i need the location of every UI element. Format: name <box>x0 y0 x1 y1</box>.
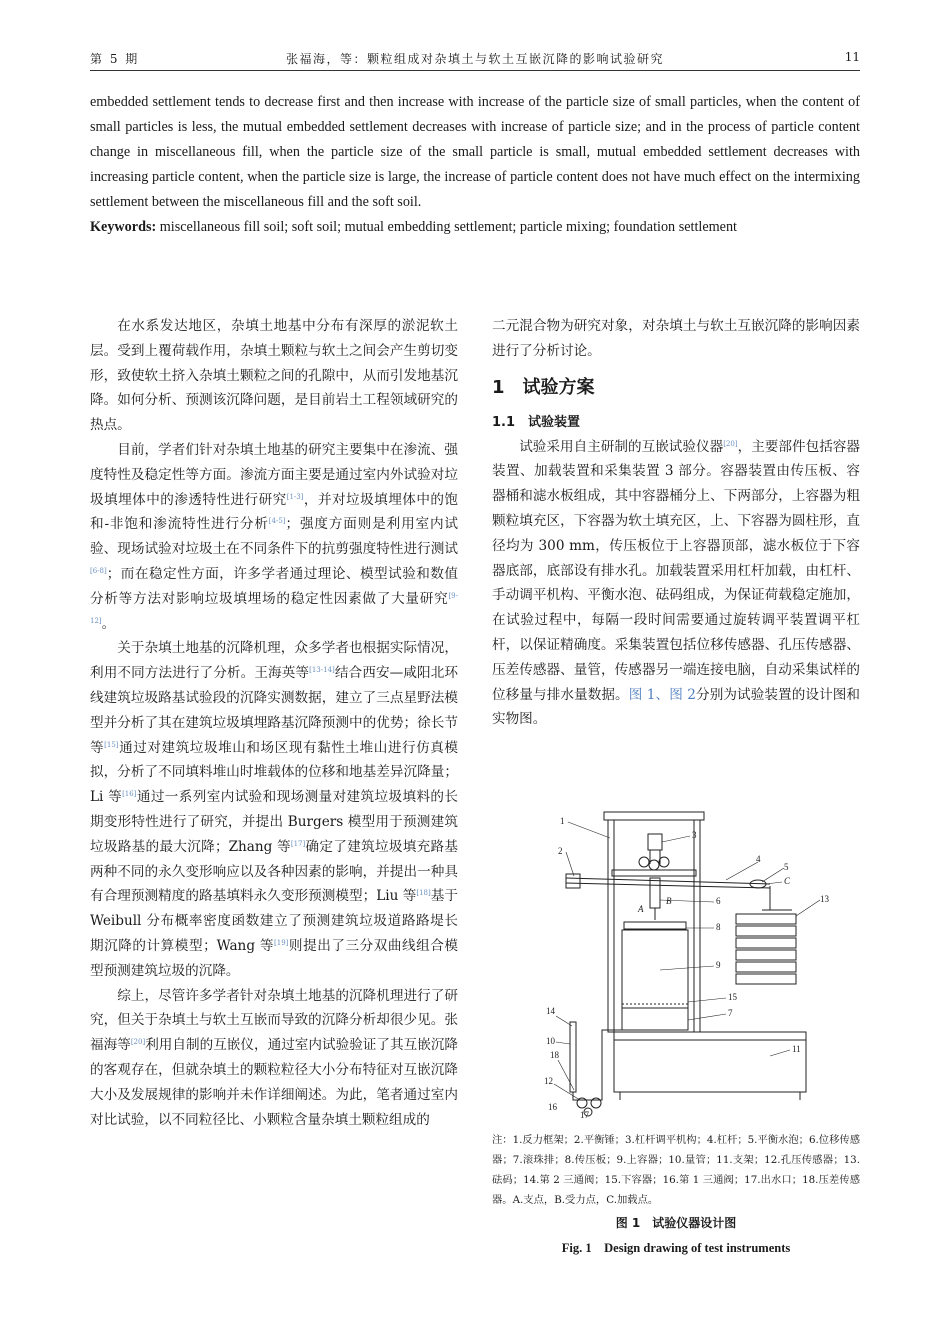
figure-caption-english: Fig. 1 Design drawing of test instruments <box>561 1241 791 1255</box>
callout-b: B <box>666 896 672 906</box>
callout-13: 13 <box>820 894 829 904</box>
callout-8: 8 <box>716 922 721 932</box>
callout-3: 3 <box>692 830 697 840</box>
callout-10: 10 <box>546 1036 555 1046</box>
callout-6: 6 <box>716 896 721 906</box>
abstract-text: embedded settlement tends to decrease first and then increase with increase of the particle size of small particles, when the content of small particles is less, the mutual embedded settlement decreases with increase of particle size; and in the process of particle content change in miscellaneous fill, when the particle size of the small particle is small, mutual embedded settlement decreases with increasing particle content, when the particle size is large, the increase of particle content does not have much effect on the intermixing settlement between the miscellaneous fill and the soft soil. <box>90 94 860 210</box>
measuring-tube <box>570 1022 576 1092</box>
callout-12: 12 <box>544 1076 553 1086</box>
callout-1: 1 <box>560 816 565 826</box>
leader-lines <box>554 822 820 1100</box>
callout-4: 4 <box>756 854 761 864</box>
keywords-line <box>90 215 860 240</box>
paragraph-apparatus: 试验采用自主研制的互嵌试验仪器[20]，主要部件包括容器装置、加载装置和采集装置 3 部分。容器装置由传压板、容器桶和滤水板组成，其中容器桶分上、下两部分，上容器为粗颗粒填充区，下容器为软土填充区，上、下容器为圆柱形，直径均为 300 mm，传压板位于上容器顶部，滤水板位于下容器底部，底部设有排水孔。加载装置采用杠杆加载，由杠杆、手动调平机构、平衡水泡、砝码组成，为保证荷载稳定施加，在试验过程中，每隔一段时间需要通过旋转调平装置调平杠杆，以保证精确度。采集装置包括位移传感器、孔压传感器、压差传感器、量管，传感器另一端连接电脑，自动采集试样的位移量与排水量数据。图 1、图 2分别为试验装置的设计图和实物图。 <box>492 438 861 728</box>
citation-link[interactable]: [13-14] <box>309 666 335 675</box>
section-heading: 1 试验方案 <box>492 376 595 398</box>
citation-link[interactable]: [6-8] <box>90 566 107 575</box>
citation-link[interactable]: [16] <box>122 790 137 799</box>
figure-legend: 注：1.反力框架；2.平衡锤；3.杠杆调平机构；4.杠杆；5.平衡水泡；6.位移传感器；7.滚珠排；8.传压板；9.上容器；10.量管；11.支架；12.孔压传感器；13.砝码；14.第 2 三通阀；15.下容器；16.第 1 三通阀；17.出水口；18.压差传感器。A.支点，B.受力点，C.加载点。 <box>492 1134 860 1206</box>
citation-link[interactable]: [20] <box>723 439 738 448</box>
running-header <box>90 46 860 71</box>
paragraph-research-status: 目前，学者们针对杂填土地基的研究主要集中在渗流、强度特性及稳定性等方面。渗流方面主要是通过室内外试验对垃圾填埋体中的渗透特性进行研究[1-3]，并对垃圾填埋体中的饱和-非饱和渗流特性进行分析[4-5]；强度方面则是利用室内试验、现场试验对垃圾土在不同条件下的抗剪强度特性进行测试[6-8]；而在稳定性方面，许多学者通过理论、模型试验和数值分析等方法对影响垃圾填埋场的稳定性因素做了大量研究[9-12]。 <box>90 441 459 632</box>
subsection-heading: 1.1 试验装置 <box>492 414 581 430</box>
figure-reference-link[interactable]: 图 1、图 2 <box>628 686 696 703</box>
apparatus-drawing <box>530 800 850 1120</box>
callout-7: 7 <box>728 1008 733 1018</box>
paragraph-continuation: 二元混合物为研究对象，对杂填土与软土互嵌沉降的影响因素进行了分析讨论。 <box>492 318 860 359</box>
citation-link[interactable]: [9-12] <box>90 591 458 625</box>
callout-9: 9 <box>716 960 721 970</box>
page-number: 11 <box>844 50 860 64</box>
citation-link[interactable]: [17] <box>290 839 306 848</box>
paragraph-summary: 综上，尽管许多学者针对杂填土地基的沉降机理进行了研究，但关于杂填土与软土互嵌而导致的沉降分析却很少见。张福海等[20]利用自制的互嵌仪，通过室内试验验证了其互嵌沉降的客观存在，但就杂填土的颗粒粒径大小分布特征对互嵌沉降大小及发展规律的影响并未作详细阐述。为此，笔者通过室内对比试验，以不同粒径比、小颗粒含量杂填土颗粒组成的 <box>90 987 459 1128</box>
pressure-plate <box>624 922 686 929</box>
callout-17: 17 <box>580 1110 589 1120</box>
callout-11: 11 <box>792 1044 801 1054</box>
right-column <box>492 314 860 732</box>
counterweight <box>566 874 580 888</box>
displacement-sensor <box>650 878 660 920</box>
keywords-text: miscellaneous fill soil; soft soil; mutual embedding settlement; particle mixing; foundation settlement <box>156 219 737 235</box>
citation-link[interactable]: [4-5] <box>268 517 286 526</box>
citation-link[interactable]: [15] <box>104 740 119 749</box>
citation-link[interactable]: [18] <box>416 889 431 898</box>
upper-container <box>622 930 688 1008</box>
callout-15: 15 <box>728 992 737 1002</box>
callout-16: 16 <box>548 1102 557 1112</box>
paragraph-settlement-mechanism: 关于杂填土地基的沉降机理，众多学者也根据实际情况，利用不同方法进行了分析。王海英等[13-14]结合西安—咸阳北环线建筑垃圾路基试验段的沉降实测数据，建立了三点星野法模型并分析了其在建筑垃圾填埋路基沉降预测中的优势；徐长节等[15]通过对建筑垃圾堆山和场区现有黏性土堆山进行仿真模拟，分析了不同填料堆山时堆载体的位移和地基差异沉降量；Li 等[16]通过一系列室内试验和现场测量对建筑垃圾填料的长期变形特性进行了研究，并提出 Burgers 模型用于预测建筑垃圾路基的最大沉降；Zhang 等[17]确定了建筑垃圾填充路基两种不同的永久变形响应以及各种因素的影响，并提出一种具有合理预测精度的路基填料永久变形预测模型；Liu 等[18]基于 Weibull 分布概率密度函数建立了预测建筑垃圾道路路堤长期沉降的计算模型；Wang 等[19]则提出了三分双曲线组合模型预测建筑垃圾的沉降。 <box>90 640 459 979</box>
keywords-label: Keywords: <box>90 219 157 235</box>
callout-14: 14 <box>546 1006 555 1016</box>
citation-link[interactable]: [1-3] <box>286 492 304 501</box>
lower-container <box>622 1008 688 1030</box>
citation-link[interactable]: [19] <box>274 938 289 947</box>
callout-5: 5 <box>784 862 789 872</box>
callout-c: C <box>784 876 791 886</box>
support-stand <box>614 1032 806 1100</box>
paragraph-intro: 在水系发达地区，杂填土地基中分布有深厚的淤泥软土层。受到上覆荷载作用，杂填土颗粒与软土之间会产生剪切变形，致使软土挤入杂填土颗粒之间的孔隙中，从而引发地基沉降。如何分析、预测该沉降问题，是目前岩土工程领域研究的热点。 <box>90 318 458 434</box>
running-title: 张福海，等：颗粒组成对杂填土与软土互嵌沉降的影响试验研究 <box>285 52 664 66</box>
issue-number: 第 5 期 <box>90 52 140 66</box>
weights <box>736 886 796 984</box>
left-column <box>90 314 458 1132</box>
pipes-and-valves <box>573 1030 622 1116</box>
english-abstract <box>90 90 860 240</box>
lever <box>566 878 770 888</box>
callout-a: A <box>638 904 644 914</box>
citation-link[interactable]: [20] <box>130 1038 146 1047</box>
leveling-mechanism <box>639 834 669 870</box>
figure-caption-chinese: 图 1 试验仪器设计图 <box>615 1216 737 1230</box>
callout-2: 2 <box>558 846 563 856</box>
figure-1-design-drawing <box>530 800 850 1120</box>
callout-18: 18 <box>550 1050 559 1060</box>
